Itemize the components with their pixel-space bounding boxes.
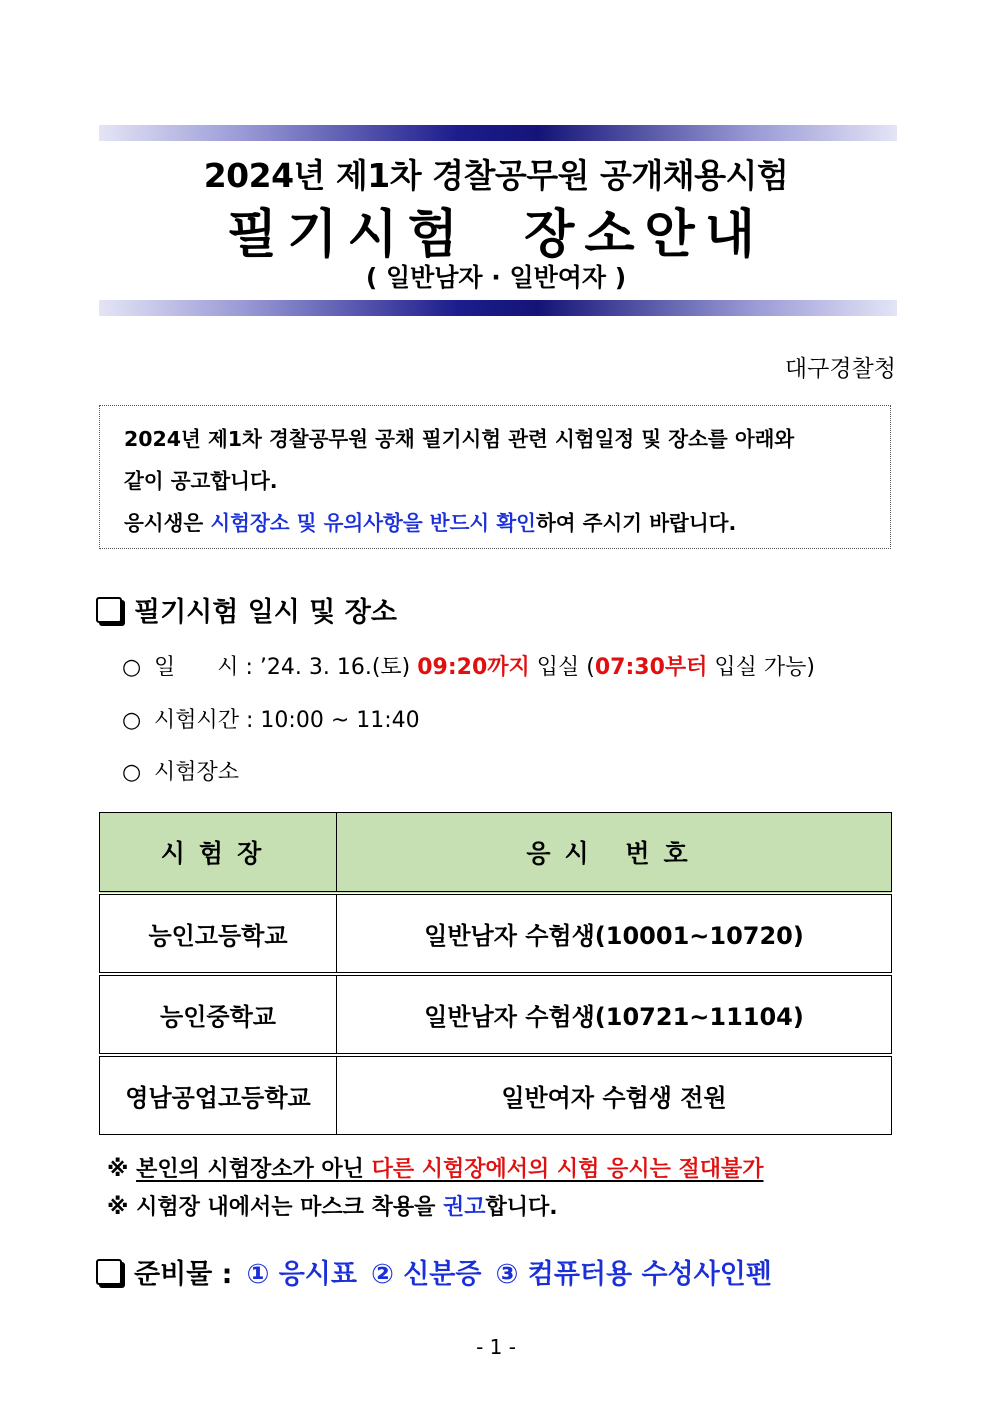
note-mark: ※ [107, 1195, 129, 1220]
header-venue: 시험장 [100, 813, 337, 894]
bullet-circle-icon: ○ [122, 760, 142, 785]
table-header-row [100, 813, 892, 894]
title-line-1: 2024년 제1차 경찰공무원 공개채용시험 [203, 156, 789, 195]
note-text: 본인의 시험장소가 아닌 [136, 1157, 372, 1182]
page-number: - 1 - [476, 1335, 516, 1359]
table-row [100, 1055, 892, 1135]
note-2 [107, 1190, 558, 1221]
schedule-date [122, 650, 815, 681]
prep-item-2: ② 신분증 [370, 1259, 482, 1290]
venue-range: 일반남자 수험생(10721~11104) [337, 974, 892, 1055]
checkbox-square-icon [96, 597, 122, 623]
title-bar-top [99, 125, 897, 141]
notice-text: 하여 주시기 바랍니다. [535, 511, 737, 535]
date-value: : ’24. 3. 16.(토) [245, 655, 418, 680]
title-line-3: ( 일반남자 · 일반여자 ) [365, 263, 627, 292]
note-text: 합니다. [485, 1195, 558, 1220]
date-deadline: 09:20까지 [417, 655, 530, 680]
notice-line-2: 같이 공고합니다. [124, 469, 278, 493]
header-range: 응시 번호 [337, 813, 892, 894]
agency-name: 대구경찰청 [784, 356, 896, 382]
bullet-circle-icon: ○ [122, 708, 142, 733]
title-bar-bottom [99, 300, 897, 316]
note-highlight: 권고 [442, 1195, 486, 1220]
notice-highlight: 시험장소 및 유의사항을 반드시 확인 [210, 511, 536, 535]
notice-text: 응시생은 [124, 511, 211, 535]
section-exam-schedule [96, 590, 397, 629]
notice-line-3 [124, 502, 866, 544]
prep-item-1: ① 응시표 [246, 1259, 357, 1290]
venue-table [99, 812, 892, 1135]
venue-name: 영남공업고등학교 [100, 1055, 337, 1135]
venue-range: 일반여자 수험생 전원 [337, 1055, 892, 1135]
schedule-time [122, 703, 420, 734]
note-text: 시험장 내에서는 마스크 착용을 [136, 1195, 443, 1220]
date-from: 07:30부터 [594, 655, 708, 680]
date-from-suffix: 입실 가능) [707, 655, 815, 680]
notice-line-1: 2024년 제1차 경찰공무원 공채 필기시험 관련 시험일정 및 장소를 아래와 [124, 427, 795, 451]
bullet-circle-icon: ○ [122, 655, 142, 680]
section-preparations [96, 1252, 772, 1291]
note-highlight: 다른 시험장에서의 시험 응시는 절대불가 [371, 1157, 764, 1182]
place-label: 시험장소 [154, 760, 240, 785]
prep-item-3: ③ 컴퓨터용 수성사인펜 [495, 1259, 772, 1290]
schedule-place [122, 755, 239, 786]
note-mark: ※ [107, 1157, 129, 1182]
table-row [100, 893, 892, 974]
time-label: 시험시간 [154, 708, 240, 733]
note-1 [107, 1152, 764, 1183]
notice-box [99, 405, 891, 549]
section-title: 준비물 : [134, 1259, 233, 1290]
venue-name: 능인고등학교 [100, 893, 337, 974]
time-value: : 10:00 ~ 11:40 [246, 708, 420, 733]
venue-range: 일반남자 수험생(10001~10720) [337, 893, 892, 974]
venue-name: 능인중학교 [100, 974, 337, 1055]
title-line-2: 필기시험 장소안내 [226, 205, 766, 265]
section-title: 필기시험 일시 및 장소 [134, 597, 397, 628]
checkbox-square-icon [96, 1259, 122, 1285]
date-entry: 입실 ( [529, 655, 595, 680]
date-label: 일 시 [154, 655, 239, 680]
table-row [100, 974, 892, 1055]
